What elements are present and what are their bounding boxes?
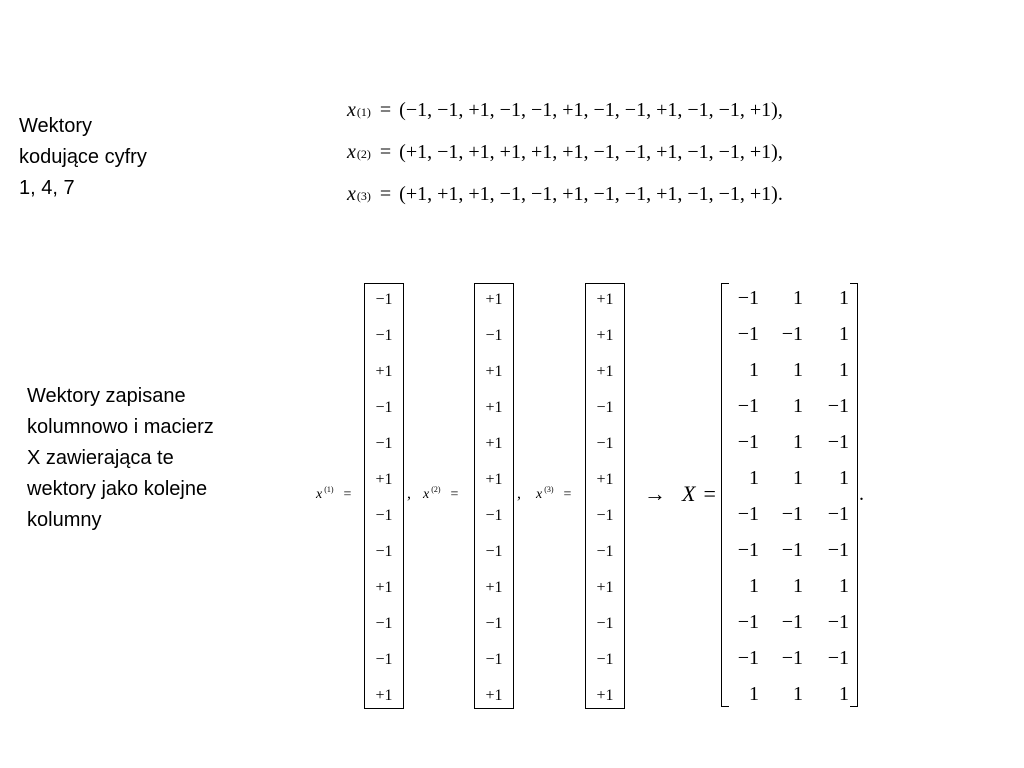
vector-label-x1 xyxy=(316,485,351,503)
caption-bottom-line: kolumnowo i macierz xyxy=(27,416,214,438)
matrix-x xyxy=(721,283,858,707)
vector-cell: −1 xyxy=(485,507,503,524)
equation-values: (+1, −1, +1, +1, +1, +1, −1, −1, +1, −1, −1, +1), xyxy=(399,141,783,163)
equals-sign: = xyxy=(379,141,392,163)
vector-cell: +1 xyxy=(375,687,393,704)
equation-values: (−1, −1, +1, −1, −1, +1, −1, −1, +1, −1, −1, +1), xyxy=(399,99,783,121)
vector-cell: +1 xyxy=(485,687,503,704)
equation-x1 xyxy=(347,99,783,129)
equals-sign: = xyxy=(379,99,392,121)
matrix-cell: −1 xyxy=(781,323,803,345)
equation-variable: x xyxy=(347,183,356,205)
matrix-cell: −1 xyxy=(737,395,759,417)
vector-variable: x xyxy=(536,487,543,502)
matrix-cell: 1 xyxy=(793,467,803,489)
vector-cell: +1 xyxy=(596,291,614,308)
vector-cell: −1 xyxy=(485,327,503,344)
caption-bottom-line: Wektory zapisane xyxy=(27,385,186,407)
matrix-cell: 1 xyxy=(793,683,803,705)
column-vector-x2 xyxy=(474,283,514,709)
matrix-cell: −1 xyxy=(827,395,849,417)
vector-cells xyxy=(585,284,625,708)
matrix-cell: −1 xyxy=(737,323,759,345)
matrix-cell: 1 xyxy=(839,359,849,381)
vector-cells xyxy=(364,284,404,708)
matrix-cell: −1 xyxy=(781,611,803,633)
matrix-cell: −1 xyxy=(827,539,849,561)
matrix-cell: 1 xyxy=(793,359,803,381)
equals-sign: = xyxy=(703,481,716,506)
vector-index: (3) xyxy=(544,485,554,494)
caption-top-line: 1, 4, 7 xyxy=(19,177,75,199)
matrix-cell: −1 xyxy=(737,539,759,561)
equation-variable: x xyxy=(347,141,356,163)
vector-cell: −1 xyxy=(596,543,614,560)
separator-comma: , xyxy=(407,485,411,502)
vector-cell: +1 xyxy=(596,471,614,488)
caption-top-line: kodujące cyfry xyxy=(19,146,147,168)
vector-cell: −1 xyxy=(375,615,393,632)
column-vector-x3 xyxy=(585,283,625,709)
vector-cell: −1 xyxy=(485,615,503,632)
right-arrow-icon: → xyxy=(644,481,666,506)
vector-cell: −1 xyxy=(485,543,503,560)
separator-comma: , xyxy=(517,485,521,502)
matrix-cell: −1 xyxy=(827,503,849,525)
vector-cell: +1 xyxy=(596,579,614,596)
vector-cell: −1 xyxy=(485,651,503,668)
matrix-cell: −1 xyxy=(737,287,759,309)
vector-cell: −1 xyxy=(375,543,393,560)
vector-cell: −1 xyxy=(375,291,393,308)
matrix-cell: 1 xyxy=(793,395,803,417)
vector-cell: −1 xyxy=(375,327,393,344)
arrow-equation xyxy=(644,481,716,507)
matrix-variable: X xyxy=(682,481,696,506)
matrix-cell: 1 xyxy=(839,323,849,345)
vector-cell: −1 xyxy=(596,507,614,524)
vector-cell: +1 xyxy=(485,435,503,452)
caption-bottom-line: wektory jako kolejne xyxy=(27,478,208,500)
equation-variable: x xyxy=(347,99,356,121)
caption-top-line: Wektory xyxy=(19,115,92,137)
vector-cell: +1 xyxy=(375,579,393,596)
matrix-cell: 1 xyxy=(749,359,759,381)
caption-bottom-line: kolumny xyxy=(27,509,102,531)
vector-index: (2) xyxy=(431,485,441,494)
caption-bottom xyxy=(27,381,214,536)
matrix-cell: −1 xyxy=(737,611,759,633)
matrix-cell: −1 xyxy=(737,647,759,669)
matrix-cell: −1 xyxy=(827,647,849,669)
equals-sign: = xyxy=(450,487,459,502)
matrix-cell: 1 xyxy=(749,467,759,489)
matrix-cell: 1 xyxy=(839,467,849,489)
vector-index: (1) xyxy=(324,485,334,494)
matrix-cell: −1 xyxy=(781,539,803,561)
matrix-cell: 1 xyxy=(793,575,803,597)
vector-cell: +1 xyxy=(375,363,393,380)
equals-sign: = xyxy=(563,487,572,502)
vector-cell: −1 xyxy=(596,615,614,632)
vector-cell: +1 xyxy=(485,363,503,380)
column-vector-x1 xyxy=(364,283,404,709)
equation-index: (1) xyxy=(356,105,371,119)
equals-sign: = xyxy=(379,183,392,205)
equation-values: (+1, +1, +1, −1, −1, +1, −1, −1, +1, −1, −1, +1). xyxy=(399,183,783,205)
matrix-cell: 1 xyxy=(793,431,803,453)
caption-bottom-line: X zawierająca te xyxy=(27,447,174,469)
vector-cell: −1 xyxy=(596,435,614,452)
vector-cell: +1 xyxy=(485,471,503,488)
vector-variable: x xyxy=(316,487,323,502)
equation-x2 xyxy=(347,141,783,171)
matrix-cell: −1 xyxy=(781,647,803,669)
vector-cell: −1 xyxy=(375,399,393,416)
vector-cells xyxy=(474,284,514,708)
matrix-cells xyxy=(721,283,858,707)
matrix-period: . xyxy=(859,483,864,505)
equation-index: (3) xyxy=(356,189,371,203)
vector-cell: −1 xyxy=(375,651,393,668)
matrix-cell: 1 xyxy=(839,683,849,705)
matrix-cell: 1 xyxy=(793,287,803,309)
vector-cell: −1 xyxy=(596,399,614,416)
vector-cell: +1 xyxy=(596,363,614,380)
vector-cell: +1 xyxy=(485,291,503,308)
equation-x3 xyxy=(347,183,783,213)
matrix-cell: −1 xyxy=(827,431,849,453)
vector-label-x3 xyxy=(536,485,571,503)
matrix-cell: 1 xyxy=(749,683,759,705)
vector-label-x2 xyxy=(423,485,458,503)
vector-cell: −1 xyxy=(596,651,614,668)
matrix-cell: −1 xyxy=(737,431,759,453)
vector-cell: +1 xyxy=(485,399,503,416)
vector-cell: +1 xyxy=(485,579,503,596)
vector-cell: −1 xyxy=(375,507,393,524)
matrix-cell: 1 xyxy=(839,287,849,309)
vector-cell: −1 xyxy=(375,435,393,452)
equals-sign: = xyxy=(343,487,352,502)
matrix-cell: −1 xyxy=(781,503,803,525)
matrix-cell: −1 xyxy=(827,611,849,633)
caption-top xyxy=(19,111,147,204)
vector-cell: +1 xyxy=(375,471,393,488)
equation-index: (2) xyxy=(356,147,371,161)
matrix-cell: −1 xyxy=(737,503,759,525)
matrix-cell: 1 xyxy=(749,575,759,597)
vector-cell: +1 xyxy=(596,327,614,344)
vector-cell: +1 xyxy=(596,687,614,704)
matrix-cell: 1 xyxy=(839,575,849,597)
vector-variable: x xyxy=(423,487,430,502)
